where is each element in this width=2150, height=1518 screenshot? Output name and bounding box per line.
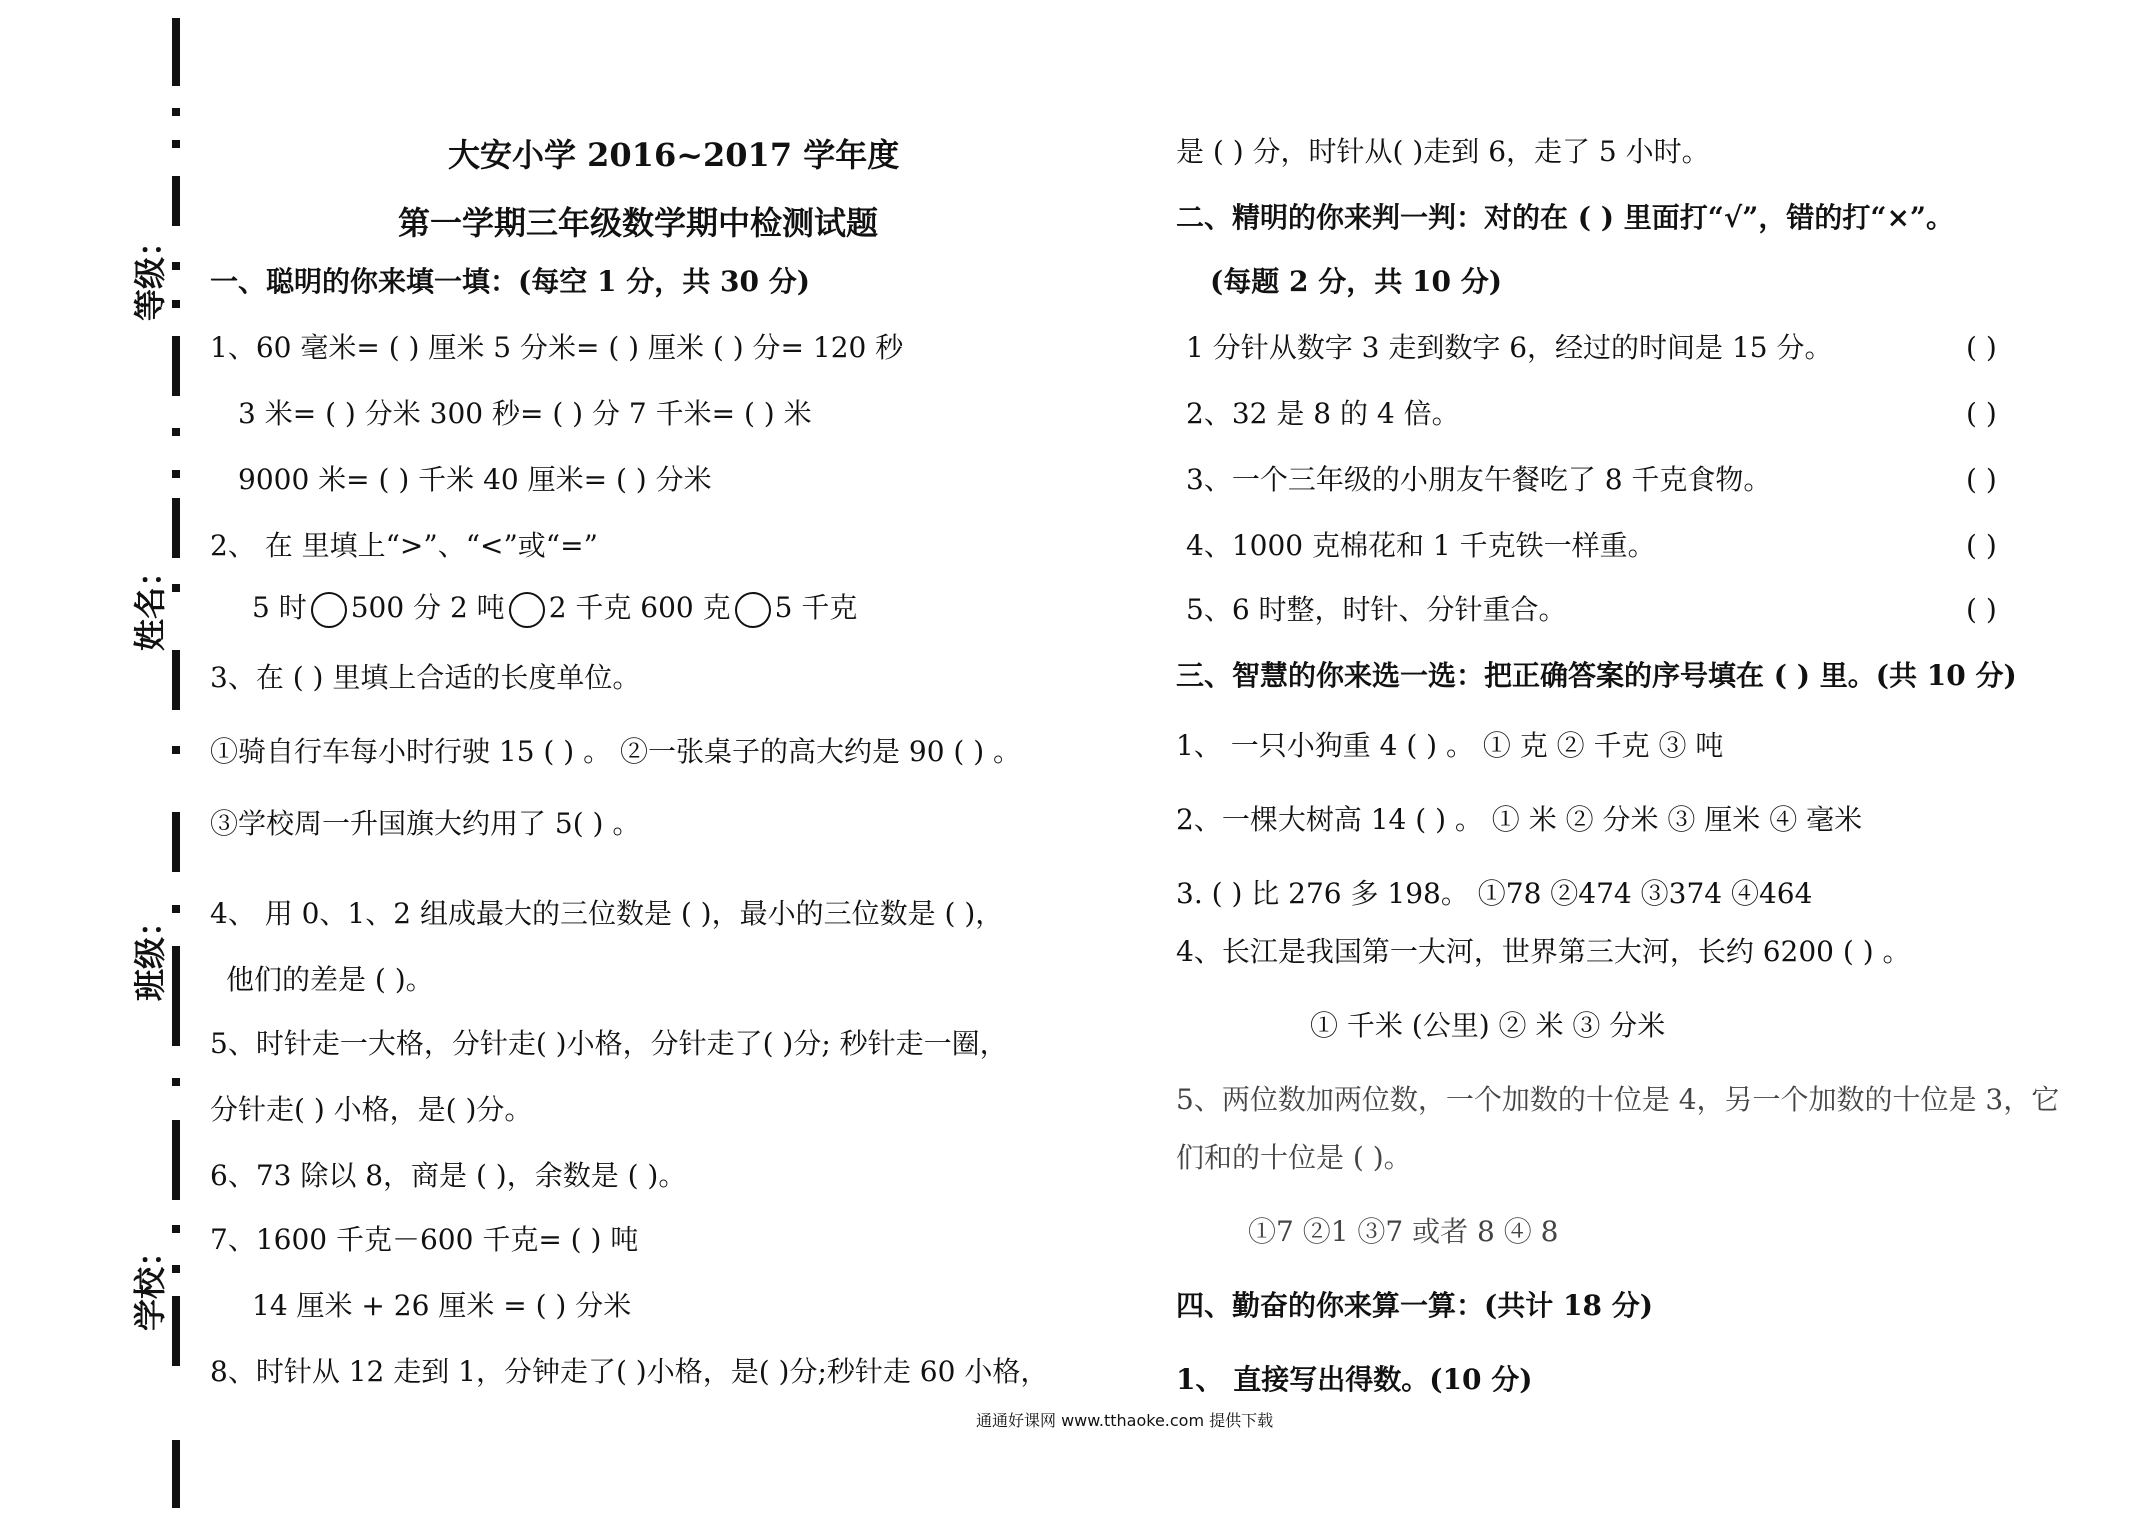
compare-circle[interactable] [509,592,545,628]
judge-item-1: 1 分针从数字 3 走到数字 6，经过的时间是 15 分。 [1186,331,1833,364]
q3-line1: 3、在 ( ) 里填上合适的长度单位。 [210,661,641,694]
q7-line1: 7、1600 千克－600 千克= ( ) 吨 [210,1223,639,1256]
choice-5-line2: 们和的十位是 ( )。 [1176,1141,1412,1174]
choice-1: 1、 一只小狗重 4 ( ) 。 ① 克 ② 千克 ③ 吨 [1176,729,1724,762]
compare-circle[interactable] [735,592,771,628]
q1-line1: 1、60 毫米= ( ) 厘米 5 分米= ( ) 厘米 ( ) 分= 120 秒 [210,331,904,364]
school-label: 学校： [131,1234,170,1332]
judge-item-3: 3、一个三年级的小朋友午餐吃了 8 千克食物。 [1186,463,1772,496]
judge-answer-3[interactable]: ( ) [1966,463,1997,496]
judge-item-5: 5、6 时整，时针、分针重合。 [1186,593,1567,626]
q2-text-c: 2 千克 600 克 [548,591,731,624]
q1-line3: 9000 米= ( ) 千米 40 厘米= ( ) 分米 [238,463,712,496]
q8-line1: 8、时针从 12 走到 1，分钟走了( )小格，是( )分;秒针走 60 小格， [210,1355,1049,1388]
margin-bar [172,946,180,1046]
margin-bar [172,1440,180,1508]
exam-title-line2: 第一学期三年级数学期中检测试题 [398,204,879,242]
margin-bar [172,176,180,226]
margin-dot [172,584,180,592]
margin-dot [172,300,180,308]
q1-line2: 3 米= ( ) 分米 300 秒= ( ) 分 7 千米= ( ) 米 [238,397,812,430]
grade-label: 等级： [131,224,170,322]
judge-answer-2[interactable]: ( ) [1966,397,1997,430]
margin-dot [172,262,180,270]
margin-dot [172,1265,180,1273]
q2-text-a: 5 时 [252,591,307,624]
section3-heading: 三、智慧的你来选一选：把正确答案的序号填在 ( ) 里。(共 10 分) [1176,659,2017,692]
margin-dot [172,1225,180,1233]
section2-note: (每题 2 分，共 10 分) [1210,265,1502,298]
margin-dot [172,108,180,116]
section4-q1: 1、 直接写出得数。(10 分) [1176,1363,1533,1396]
q5-line1: 5、时针走一大格，分针走( )小格，分针走了( )分; 秒针走一圈， [210,1027,1008,1060]
q7-line2: 14 厘米 + 26 厘米 = ( ) 分米 [252,1289,632,1322]
choice-5-line1: 5、两位数加两位数，一个加数的十位是 4，另一个加数的十位是 3，它 [1176,1083,2060,1116]
q3-line3: ③学校周一升国旗大约用了 5( ) 。 [210,807,641,840]
q5-line2: 分针走( ) 小格，是( )分。 [210,1093,533,1126]
compare-circle[interactable] [311,592,347,628]
margin-dot [172,428,180,436]
margin-dot [172,746,180,754]
choice-3: 3. ( ) 比 276 多 198。 ①78 ②474 ③374 ④464 [1176,877,1813,910]
choice-2: 2、一棵大树高 14 ( ) 。 ① 米 ② 分米 ③ 厘米 ④ 毫米 [1176,803,1863,836]
margin-bar [172,18,180,86]
margin-dot [172,140,180,148]
q2-text-b: 500 分 2 吨 [350,591,505,624]
q2-line1: 2、 在 里填上“>”、“<”或“=” [210,529,598,562]
judge-answer-4[interactable]: ( ) [1966,529,1997,562]
class-label: 班级： [131,904,170,1002]
q4-line1: 4、 用 0、1、2 组成最大的三位数是 ( )，最小的三位数是 ( )， [210,897,1004,930]
margin-bar [172,1296,180,1366]
name-label: 姓名： [131,554,170,652]
margin-dot [172,470,180,478]
margin-dot [172,1078,180,1086]
q4-line2: 他们的差是 ( )。 [226,963,434,996]
margin-bar [172,812,180,872]
choice-5-options: ①7 ②1 ③7 或者 8 ④ 8 [1248,1215,1559,1248]
choice-4-line1: 4、长江是我国第一大河，世界第三大河，长约 6200 ( ) 。 [1176,935,1911,968]
margin-dot [172,905,180,913]
margin-bar [172,336,180,396]
choice-4-options: ① 千米 (公里) ② 米 ③ 分米 [1310,1009,1666,1042]
section2-heading: 二、精明的你来判一判：对的在 ( ) 里面打“√”，错的打“×”。 [1176,201,1955,234]
judge-answer-1[interactable]: ( ) [1966,331,1997,364]
margin-bar [172,1120,180,1200]
q3-line2: ①骑自行车每小时行驶 15 ( ) 。 ②一张桌子的高大约是 90 ( ) 。 [210,735,1022,768]
margin-bar [172,650,180,710]
margin-bar [172,498,180,558]
judge-answer-5[interactable]: ( ) [1966,593,1997,626]
judge-item-4: 4、1000 克棉花和 1 千克铁一样重。 [1186,529,1656,562]
judge-item-2: 2、32 是 8 的 4 倍。 [1186,397,1460,430]
exam-title-line1: 大安小学 2016~2017 学年度 [448,136,900,174]
q8-continuation: 是 ( ) 分，时针从( )走到 6，走了 5 小时。 [1176,135,1710,168]
q2-line2 [252,590,857,628]
footer-source: 通通好课网 www.tthaoke.com 提供下载 [976,1411,1274,1430]
q2-text-d: 5 千克 [774,591,858,624]
q6: 6、73 除以 8，商是 ( )，余数是 ( )。 [210,1159,687,1192]
section1-heading: 一、聪明的你来填一填：(每空 1 分，共 30 分) [210,265,810,298]
section4-heading: 四、勤奋的你来算一算：(共计 18 分) [1176,1289,1653,1322]
